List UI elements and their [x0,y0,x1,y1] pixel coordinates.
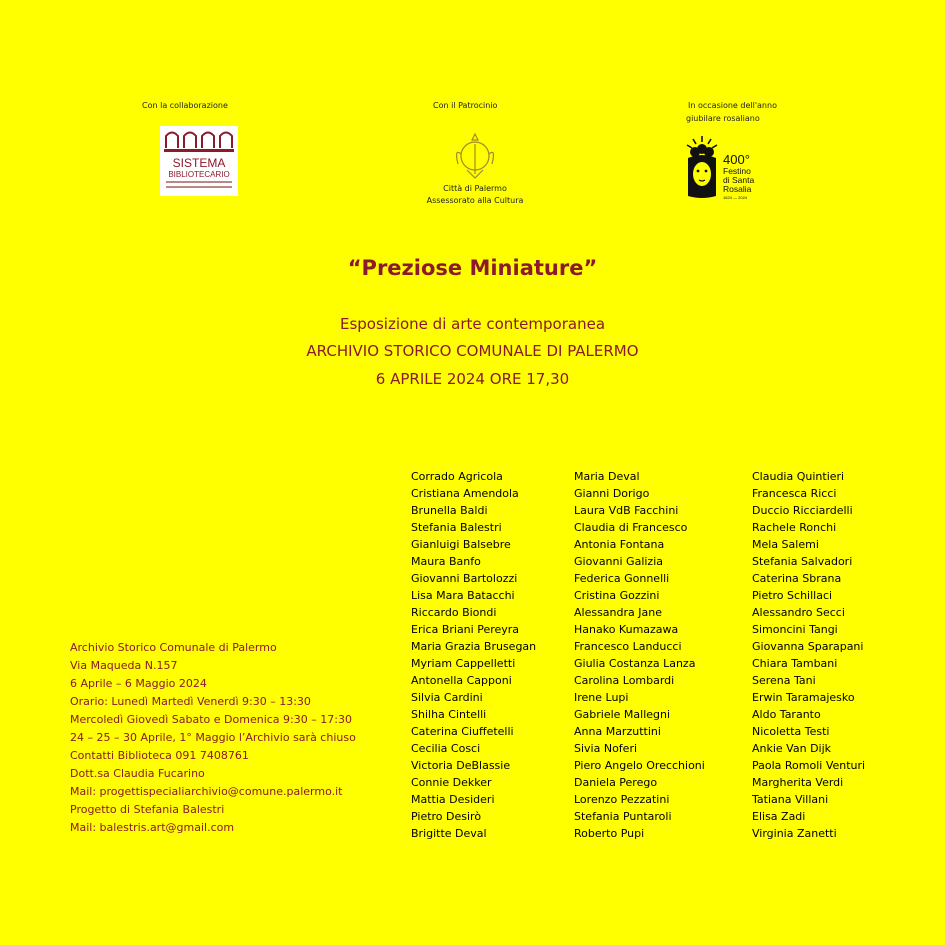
eagle-crest-icon [420,130,530,210]
artist-name: Tatiana Villani [752,793,829,806]
city-logo-line1: Città di Palermo [443,184,507,193]
info-line: Progetto di Stefania Balestri [70,803,225,816]
artist-name: Nicoletta Testi [752,725,830,738]
artist-name: Pietro Schillaci [752,589,833,602]
artist-name: Mela Salemi [752,538,819,551]
city-logo-line2: Assessorato alla Cultura [426,196,524,205]
artist-name: Maria Grazia Brusegan [411,640,537,653]
event-title: “Preziose Miniature” [347,256,598,280]
artist-name: Silvia Cardini [411,691,483,704]
artist-name: Piero Angelo Orecchioni [574,759,705,772]
artist-name: Lorenzo Pezzatini [574,793,670,806]
artist-column-1 [411,468,536,842]
info-line: Contatti Biblioteca 091 7408761 [70,749,249,762]
info-line: Archivio Storico Comunale di Palermo [70,641,277,654]
artist-name: Gabriele Mallegni [574,708,671,721]
artist-name: Claudia Quintieri [752,470,845,483]
info-line: Mail: balestris.art@gmail.com [70,821,235,834]
artist-name: Paola Romoli Venturi [752,759,866,772]
festino-logo-years: 1624 — 2024 [723,195,748,200]
artist-name: Shilha Cintelli [411,708,487,721]
info-line: Dott.sa Claudia Fucarino [70,767,205,780]
info-block [70,639,356,837]
artist-name: Corrado Agricola [411,470,503,483]
artist-name: Myriam Cappelletti [411,657,516,670]
event-subtitle: Esposizione di arte contemporanea [339,315,606,333]
artist-name: Mattia Desideri [411,793,495,806]
festino-logo-line1: Festino [723,166,751,176]
info-line: Mercoledì Giovedì Sabato e Domenica 9:30 – 17:30 [70,713,352,726]
santa-rosalia-face-icon [687,136,717,198]
artist-name: Francesco Landucci [574,640,682,653]
artist-name: Antonella Capponi [411,674,512,687]
festino-logo-number: 400° [723,152,750,167]
artist-name: Alessandro Secci [752,606,845,619]
artist-name: Pietro Desirò [411,810,482,823]
artist-name: Connie Dekker [411,776,492,789]
artist-name: Caterina Ciuffetelli [411,725,514,738]
artist-name: Hanako Kumazawa [574,623,679,636]
artist-name: Ankie Van Dijk [752,742,832,755]
artist-name: Cristina Gozzini [574,589,660,602]
artist-name: Gianluigi Balsebre [411,538,511,551]
sistema-logo-line1: SISTEMA [172,156,226,170]
festino-logo-line2: di Santa [723,175,755,185]
artist-name: Serena Tani [752,674,816,687]
sistema-bibliotecario-logo [160,126,238,196]
artist-name: Giovanni Bartolozzi [411,572,518,585]
artist-name: Maura Banfo [411,555,481,568]
artist-name: Rachele Ronchi [752,521,837,534]
event-date: 6 APRILE 2024 ORE 17,30 [375,370,570,388]
artist-name: Caterina Sbrana [752,572,842,585]
artist-name: Brigitte Deval [411,827,487,840]
artist-name: Elisa Zadi [752,810,806,823]
artist-name: Roberto Pupi [574,827,645,840]
artist-name: Riccardo Biondi [411,606,497,619]
patronage-label: Con il Patrocinio [433,101,498,110]
info-line: 24 – 25 – 30 Aprile, 1° Maggio l’Archivio sarà chiuso [70,731,356,744]
occasion-label-line2: giubilare rosaliano [686,114,760,123]
artist-name: Giovanna Sparapani [752,640,864,653]
artist-name: Giulia Costanza Lanza [574,657,696,670]
festino-santa-rosalia-logo [683,134,763,202]
sistema-logo-line2: BIBLIOTECARIO [168,170,230,179]
artist-name: Erwin Taramajesko [752,691,855,704]
artist-name: Carolina Lombardi [574,674,675,687]
artist-name: Stefania Puntaroli [574,810,672,823]
info-line: Mail: progettispecialiarchivio@comune.palermo.it [70,785,343,798]
artist-name: Brunella Baldi [411,504,488,517]
artist-name: Claudia di Francesco [574,521,688,534]
artist-name: Victoria DeBlassie [411,759,511,772]
artist-name: Stefania Salvadori [752,555,853,568]
artist-column-3 [752,468,865,842]
artist-name: Virginia Zanetti [752,827,837,840]
artist-name: Gianni Dorigo [574,487,650,500]
artist-name: Sivia Noferi [574,742,638,755]
info-line: 6 Aprile – 6 Maggio 2024 [70,677,207,690]
info-line: Orario: Lunedì Martedì Venerdì 9:30 – 13:30 [70,695,311,708]
festino-logo-line3: Rosalia [723,184,752,194]
artist-name: Antonia Fontana [574,538,665,551]
artist-name: Cristiana Amendola [411,487,519,500]
artist-name: Stefania Balestri [411,521,502,534]
artist-name: Anna Marzuttini [574,725,661,738]
artist-name: Duccio Ricciardelli [752,504,853,517]
artist-name: Erica Briani Pereyra [411,623,520,636]
artist-name: Francesca Ricci [752,487,837,500]
occasion-label-line1: In occasione dell'anno [688,101,777,110]
artist-name: Daniela Perego [574,776,658,789]
artist-name: Irene Lupi [574,691,629,704]
artist-name: Lisa Mara Batacchi [411,589,515,602]
artist-name: Simoncini Tangi [752,623,838,636]
artist-name: Federica Gonnelli [574,572,670,585]
event-venue: ARCHIVIO STORICO COMUNALE DI PALERMO [306,342,639,360]
artist-name: Cecilia Cosci [411,742,481,755]
collaboration-label: Con la collaborazione [142,101,228,110]
artist-name: Margherita Verdi [752,776,844,789]
artist-name: Giovanni Galizia [574,555,664,568]
info-line: Via Maqueda N.157 [70,659,178,672]
artist-name: Aldo Taranto [752,708,821,721]
artist-name: Laura VdB Facchini [574,504,679,517]
artist-name: Alessandra Jane [574,606,662,619]
artist-name: Maria Deval [574,470,640,483]
artist-column-2 [574,468,705,842]
artist-name: Chiara Tambani [752,657,838,670]
city-of-palermo-logo [420,130,530,210]
